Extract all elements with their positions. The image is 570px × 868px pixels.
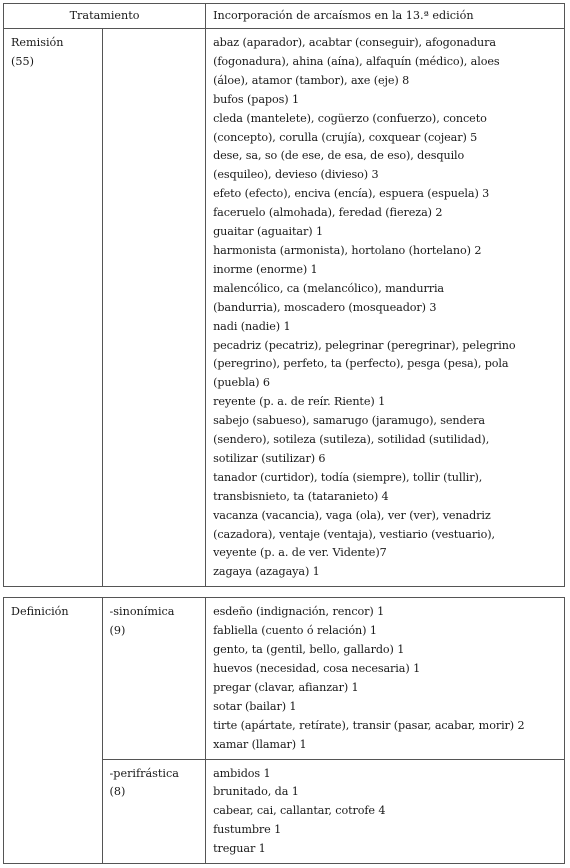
sinonimica-line: gento, ta (gentil, bello, gallardo) 1 — [213, 643, 405, 657]
sinonimica-label-cell — [102, 598, 206, 759]
remision-line: veyente (p. a. de ver. Vidente)7 — [213, 546, 387, 560]
section-gap — [4, 587, 565, 598]
sinonimica-line: tirte (apártate, retírate), transir (pasar, acabar, morir) 2 — [213, 718, 525, 732]
perifrastica-count: (8) — [109, 785, 126, 799]
remision-label: Remisión — [11, 36, 64, 49]
remision-line: (bandurria), moscadero (mosqueador) 3 — [213, 300, 437, 314]
sinonimica-line: fabliella (cuento ó relación) 1 — [213, 624, 377, 638]
perifrastica-line: brunitado, da 1 — [213, 785, 299, 799]
row-remision — [4, 29, 565, 587]
definicion-label: Definición — [11, 605, 69, 619]
row-definicion-sinonimica — [4, 598, 565, 759]
remision-line: (cazadora), ventaje (ventaja), vestiario (vestuario), — [213, 527, 495, 541]
remision-line: cleda (mantelete), cogüerzo (confuerzo), conceto — [213, 111, 487, 125]
remision-line: nadi (nadie) 1 — [213, 319, 291, 333]
remision-empty-cell — [102, 29, 206, 587]
remision-line: efeto (efecto), enciva (encía), espuera (espuela) 3 — [213, 187, 490, 201]
header-incorporacion: Incorporación de arcaísmos en la 13.ª edición — [206, 4, 565, 29]
sinonimica-count: (9) — [109, 624, 126, 638]
remision-line: inorme (enorme) 1 — [213, 262, 318, 276]
remision-list — [206, 29, 565, 587]
remision-line: transbisnieto, ta (tataranieto) 4 — [213, 489, 389, 503]
remision-line: pecadriz (pecatriz), pelegrinar (peregrinar), pelegrino — [213, 338, 516, 352]
remision-line: (esquileo), devieso (divieso) 3 — [213, 168, 379, 182]
perifrastica-label-cell — [102, 759, 206, 864]
sinonimica-line: xamar (llamar) 1 — [213, 737, 307, 751]
remision-line: vacanza (vacancia), vaga (ola), ver (ver), venadriz — [213, 508, 491, 522]
sinonimica-line: esdeño (indignación, rencor) 1 — [213, 605, 385, 619]
section-gap-cell — [4, 587, 565, 598]
remision-line: (concepto), corulla (crujía), coxquear (cojear) 5 — [213, 130, 478, 144]
remision-line: sotilizar (sutilizar) 6 — [213, 451, 326, 465]
definicion-label-cell — [4, 598, 103, 864]
perifrastica-line: treguar 1 — [213, 842, 266, 856]
perifrastica-line: cabear, cai, callantar, cotrofe 4 — [213, 804, 386, 818]
header-tratamiento: Tratamiento — [4, 4, 206, 29]
remision-line: abaz (aparador), acabtar (conseguir), afogonadura — [213, 36, 496, 49]
remision-line: (fogonadura), ahina (aína), alfaquín (médico), aloes — [213, 54, 500, 68]
sinonimica-label: -sinonímica — [109, 605, 175, 619]
remision-line: faceruelo (almohada), feredad (fiereza) 2 — [213, 206, 443, 220]
perifrastica-label: -perifrástica — [109, 766, 179, 780]
remision-line: malencólico, ca (melancólico), mandurria — [213, 281, 444, 295]
remision-line: (peregrino), perfeto, ta (perfecto), pesga (pesa), pola — [213, 357, 509, 371]
sinonimica-line: pregar (clavar, afianzar) 1 — [213, 680, 359, 694]
sinonimica-line: huevos (necesidad, cosa necesaria) 1 — [213, 662, 421, 675]
remision-line: (puebla) 6 — [213, 376, 270, 390]
remision-count: (55) — [11, 54, 34, 68]
sinonimica-list — [206, 598, 565, 759]
header-row — [4, 4, 565, 29]
remision-line: reyente (p. a. de reír. Riente) 1 — [213, 395, 386, 409]
remision-line: harmonista (armonista), hortolano (hortelano) 2 — [213, 243, 482, 257]
remision-line: bufos (papos) 1 — [213, 92, 299, 106]
remision-label-cell — [4, 29, 103, 587]
remision-line: tanador (curtidor), todía (siempre), tollir (tullir), — [213, 470, 483, 484]
remision-line: (sendero), sotileza (sutileza), sotilidad (sutilidad), — [213, 433, 490, 447]
remision-line: sabejo (sabueso), samarugo (jaramugo), sendera — [213, 414, 485, 428]
perifrastica-list — [206, 759, 565, 864]
remision-line: (áloe), atamor (tambor), axe (eje) 8 — [213, 73, 410, 87]
remision-line: guaitar (aguaitar) 1 — [213, 225, 323, 239]
perifrastica-line: fustumbre 1 — [213, 823, 282, 837]
remision-line: dese, sa, so (de ese, de esa, de eso), desquilo — [213, 149, 465, 163]
sinonimica-line: sotar (bailar) 1 — [213, 699, 297, 713]
remision-line: zagaya (azagaya) 1 — [213, 565, 320, 579]
archaisms-table — [3, 3, 565, 864]
perifrastica-line: ambidos 1 — [213, 766, 271, 780]
